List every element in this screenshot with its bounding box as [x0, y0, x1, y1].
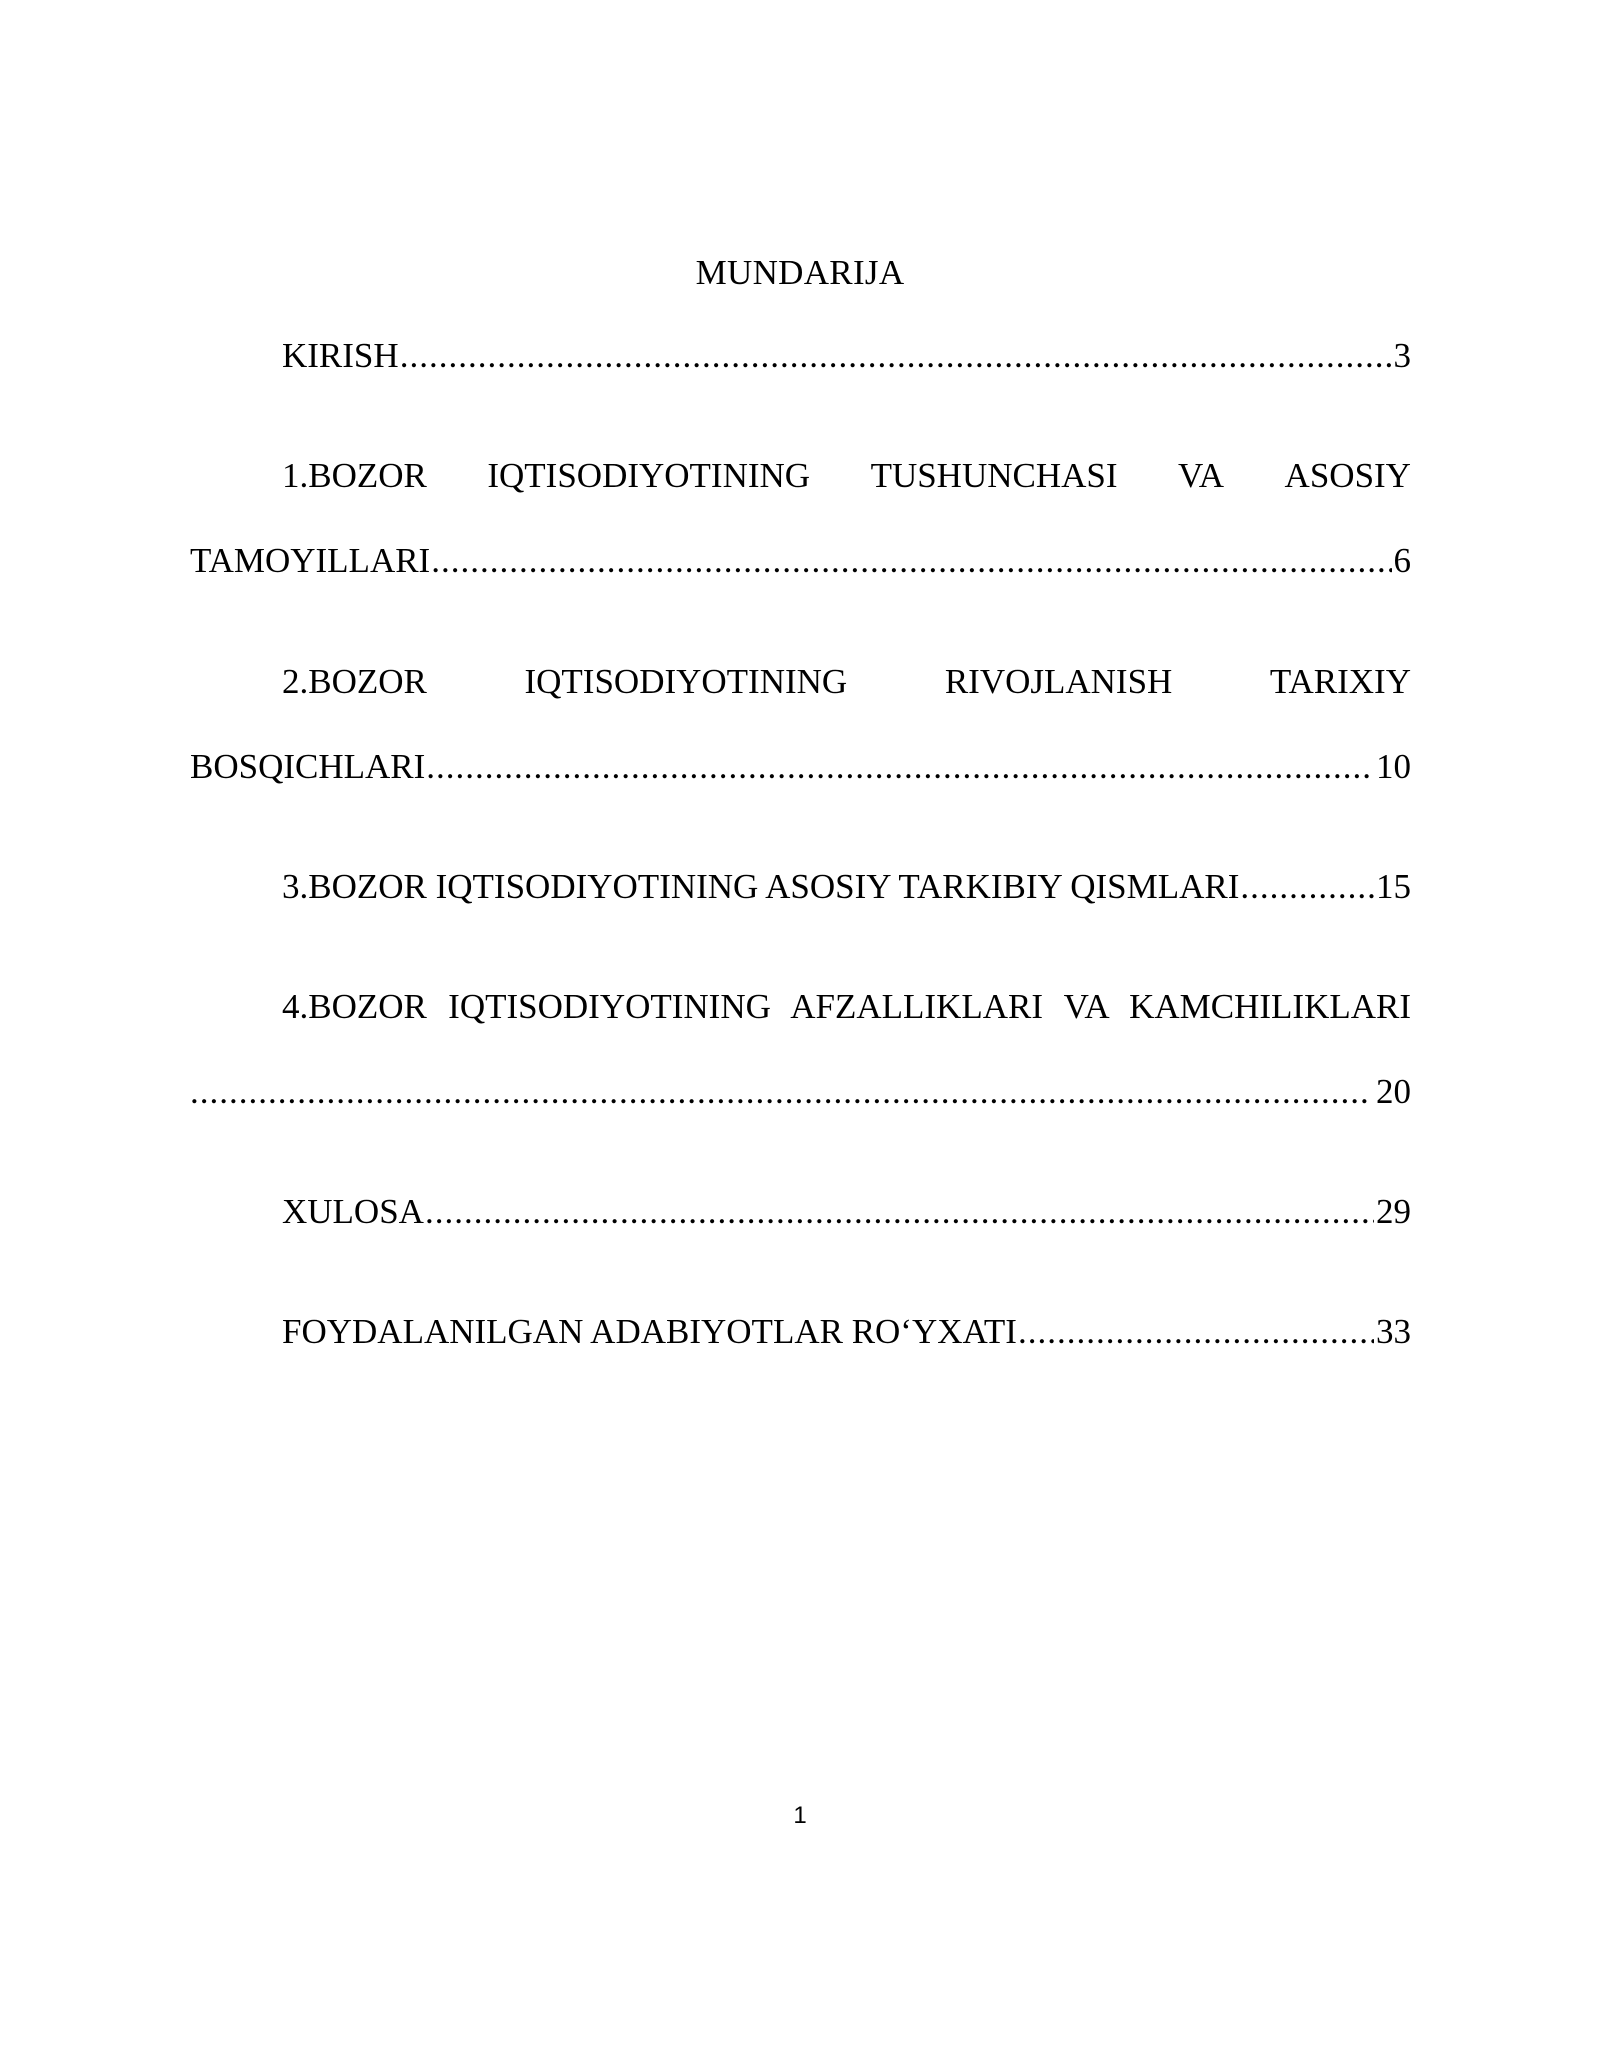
dot-leader [190, 1070, 1368, 1114]
toc-word: VA [1178, 456, 1225, 495]
toc-entry-ch4-title: 4.BOZOR IQTISODIYOTINING AFZALLIKLARI VA KAMCHILIKLARI [282, 987, 1411, 1026]
toc-page-number: 3 [1393, 336, 1411, 375]
page-title: MUNDARIJA [695, 253, 905, 292]
dot-leader [431, 539, 1391, 583]
toc-entry-ch3 [282, 865, 1411, 909]
toc-entry-references [282, 1310, 1411, 1354]
toc-word: ASOSIY [1284, 456, 1411, 495]
toc-page-number: 15 [1376, 867, 1411, 906]
toc-entry-ch2-title [282, 660, 1411, 704]
dot-leader [1018, 1310, 1374, 1354]
toc-entry-kirish [282, 334, 1411, 378]
dot-leader [425, 1190, 1374, 1234]
toc-entry-ch2-continuation [190, 745, 1411, 789]
toc-entry-label: BOSQICHLARI [190, 747, 426, 786]
toc-entry-label: TAMOYILLARI [190, 541, 431, 580]
toc-word: IQTISODIYOTINING [487, 456, 811, 495]
toc-entry-ch1-title [282, 454, 1411, 498]
toc-entry-label: 3.BOZOR IQTISODIYOTINING ASOSIY TARKIBIY QISMLARI [282, 867, 1240, 906]
toc-page-number: 33 [1376, 1312, 1411, 1351]
toc-entry-ch1-continuation [190, 539, 1411, 583]
toc-page-number: 29 [1376, 1192, 1411, 1231]
page-number: 1 [793, 1802, 807, 1829]
toc-page-number: 6 [1393, 541, 1411, 580]
dot-leader [426, 745, 1374, 789]
toc-entry-label: FOYDALANILGAN ADABIYOTLAR RO‘YXATI [282, 1312, 1017, 1351]
toc-word: IQTISODIYOTINING [524, 662, 848, 701]
toc-word: 1.BOZOR [282, 456, 427, 495]
toc-page-number: 10 [1376, 747, 1411, 786]
toc-entry-label: XULOSA [282, 1192, 424, 1231]
dot-leader [400, 334, 1392, 378]
toc-entry-ch4-continuation [190, 1070, 1411, 1114]
toc-entry-label: KIRISH [282, 336, 399, 375]
toc-word: 2.BOZOR [282, 662, 427, 701]
toc-word: TUSHUNCHASI [870, 456, 1118, 495]
dot-leader [1240, 865, 1374, 909]
toc-page-number: 20 [1376, 1072, 1411, 1111]
toc-word: RIVOJLANISH [944, 662, 1173, 701]
toc-entry-xulosa [282, 1190, 1411, 1234]
toc-word: TARIXIY [1269, 662, 1411, 701]
